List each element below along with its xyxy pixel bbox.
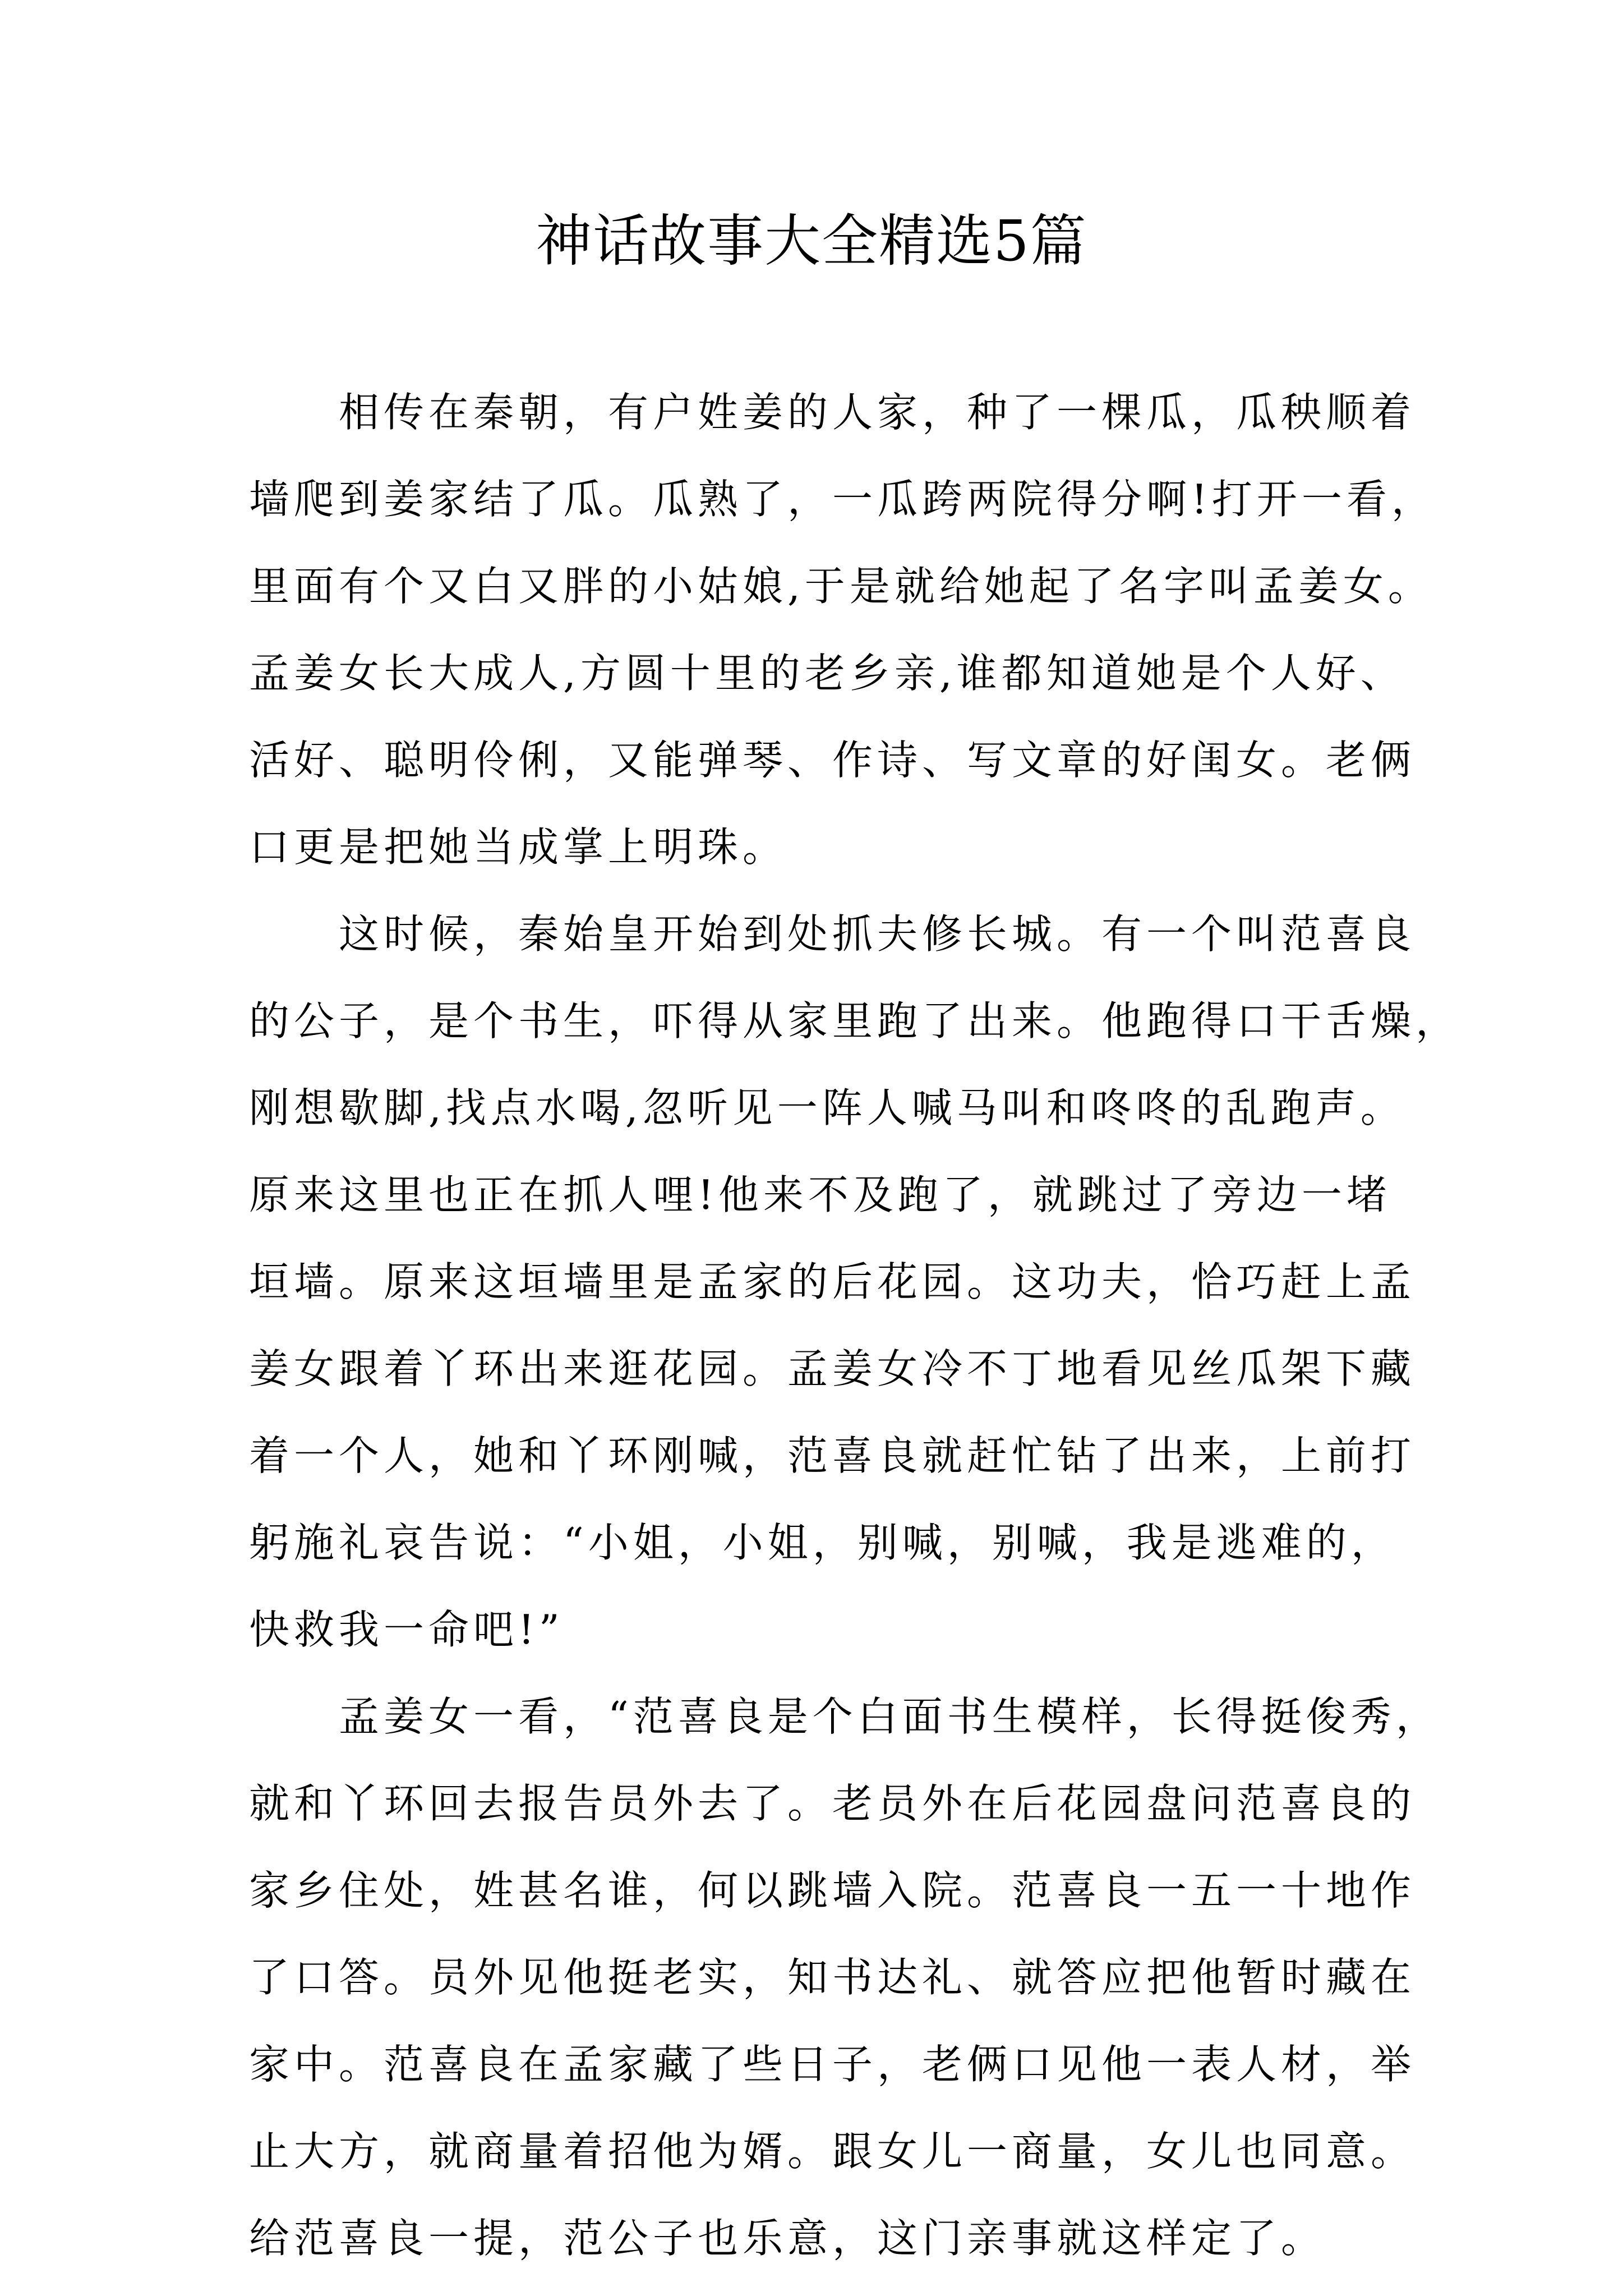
text-line: 孟姜女一看，“范喜良是个白面书生模样，长得挺俊秀， [339,1693,1441,1740]
document-title: 神话故事大全精选5篇 [536,208,1087,274]
text-line: 姜女跟着丫环出来逛花园。孟姜女冷不丁地看见丝瓜架下藏 [249,1345,1416,1392]
text-line: 家中。范喜良在孟家藏了些日子，老俩口见他一表人材，举 [249,2041,1416,2088]
text-line: 躬施礼哀告说：“小姐，小姐，别喊，别喊，我是逃难的， [249,1519,1396,1566]
text-line: 快救我一命吧!” [249,1606,564,1653]
text-line: 原来这里也正在抓人哩!他来不及跑了，就跳过了旁边一堵 [249,1171,1391,1218]
text-line: 刚想歇脚,找点水喝,忽听见一阵人喊马叫和咚咚的乱跑声。 [249,1084,1405,1131]
text-line: 着一个人，她和丫环刚喊，范喜良就赶忙钻了出来，上前打 [249,1432,1416,1479]
text-line: 里面有个又白又胖的小姑娘,于是就给她起了名字叫孟姜女。 [249,563,1433,610]
text-line: 止大方，就商量着招他为婿。跟女儿一商量，女儿也同意。 [249,2128,1416,2175]
text-line: 墙爬到姜家结了瓜。瓜熟了，一瓜跨两院得分啊!打开一看， [249,476,1436,523]
text-line: 这时候，秦始皇开始到处抓夫修长城。有一个叫范喜良 [339,910,1416,958]
text-line: 家乡住处，姓甚名谁，何以跳墙入院。范喜良一五一十地作 [249,1867,1416,1914]
text-line: 垣墙。原来这垣墙里是孟家的后花园。这功夫，恰巧赶上孟 [249,1258,1416,1305]
text-line: 相传在秦朝，有户姓姜的人家，种了一棵瓜，瓜秧顺着 [339,389,1416,436]
text-line: 的公子，是个书生，吓得从家里跑了出来。他跑得口干舌燥， [249,997,1461,1045]
text-line: 给范喜良一提，范公子也乐意，这门亲事就这样定了。 [249,2215,1326,2262]
text-line: 就和丫环回去报告员外去了。老员外在后花园盘问范喜良的 [249,1780,1416,1827]
text-line: 了口答。员外见他挺老实，知书达礼、就答应把他暂时藏在 [249,1954,1416,2001]
text-line: 口更是把她当成掌上明珠。 [249,823,788,871]
text-line: 孟姜女长大成人,方圆十里的老乡亲,谁都知道她是个人好、 [249,650,1405,697]
text-line: 活好、聪明伶俐，又能弹琴、作诗、写文章的好闺女。老俩 [249,737,1416,784]
paragraph-1 [249,369,1436,891]
document-body [249,369,1461,2282]
paragraph-2 [249,891,1461,1673]
paragraph-3 [249,1673,1441,2282]
